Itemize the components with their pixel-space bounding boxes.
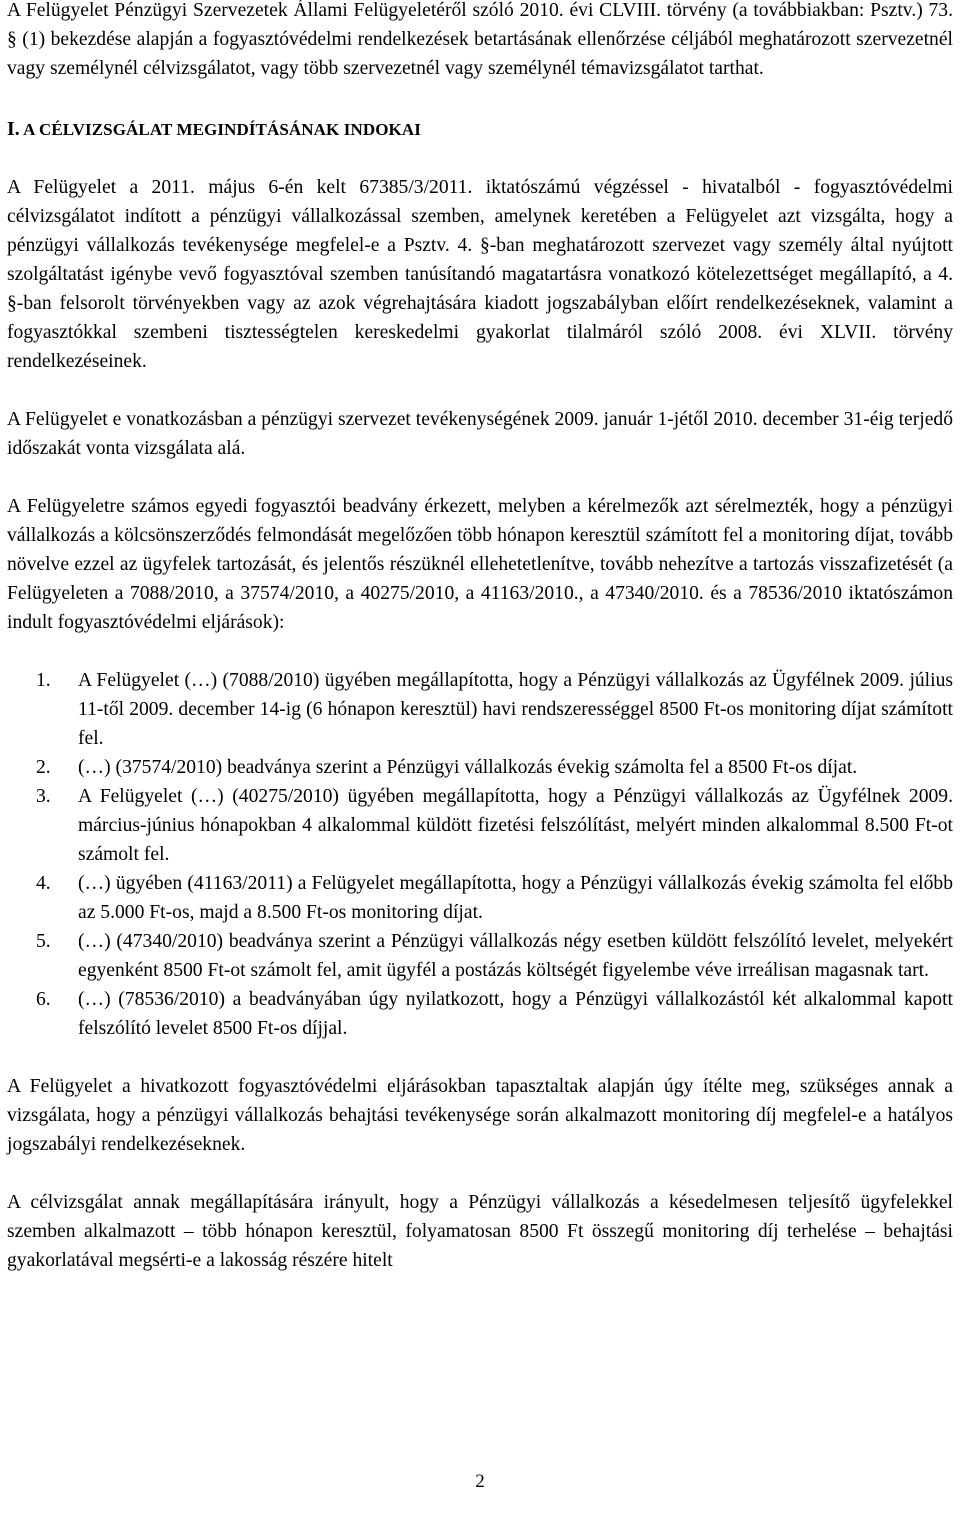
paragraph: A Felügyeletre számos egyedi fogyasztói beadvány érkezett, melyben a kérelmezők azt sérelmezték, hogy a pénzügyi vállalkozás a kölcsönszerződés felmondását megelőzően több hónapon keresztül számított fel a monitoring díjat, tovább növelve ezzel az ügyfelek tartozását, és jelentős részüknél ellehetetlenítve, tovább nehezítve a tartozás visszafizetését (a Felügyeleten a 7088/2010, a 37574/2010, a 40275/2010, a 41163/2010., a 47340/2010. és a 78536/2010 iktatószámon indult fogyasztóvédelmi eljárások): <box>7 496 953 633</box>
list-item-number: 4. <box>36 873 51 894</box>
list-item-number: 2. <box>36 757 51 778</box>
list-item <box>7 869 953 927</box>
list-item <box>7 753 953 782</box>
list-item-text: (…) ügyében (41163/2011) a Felügyelet megállapította, hogy a Pénzügyi vállalkozás évekig számolta fel előbb az 5.000 Ft-os, majd a 8.500 Ft-os monitoring díjat. <box>78 873 953 923</box>
section-title: A CÉLVIZSGÁLAT MEGINDÍTÁSÁNAK INDOKAI <box>23 120 421 139</box>
list-item-number: 5. <box>36 931 51 952</box>
closing-paragraph: A célvizsgálat annak megállapítására irányult, hogy a Pénzügyi vállalkozás a késedelmesen teljesítő ügyfelekkel szemben alkalmazott – több hónapon keresztül, folyamatosan 8500 Ft összegű monitoring díj terhelése – behajtási gyakorlatával megsérti-e a lakosság részére hitelt <box>7 1192 953 1271</box>
paragraph: A Felügyelet e vonatkozásban a pénzügyi szervezet tevékenységének 2009. január 1-jétől 2010. december 31-éig terjedő időszakát vonta vizsgálata alá. <box>7 409 953 459</box>
list-item-number: 1. <box>36 670 51 691</box>
closing-paragraph: A Felügyelet a hivatkozott fogyasztóvédelmi eljárásokban tapasztaltak alapján úgy ítélte meg, szükséges annak a vizsgálata, hogy a pénzügyi vállalkozás behajtási tevékenysége során alkalmazott monitoring díj megfelel-e a hatályos jogszabályi rendelkezéseknek. <box>7 1076 953 1155</box>
list-item <box>7 985 953 1043</box>
page-number: 2 <box>475 1471 485 1492</box>
section-number: I. <box>7 119 20 140</box>
list-item <box>7 927 953 985</box>
list-item-text: A Felügyelet (…) (40275/2010) ügyében megállapította, hogy a Pénzügyi vállalkozás az Ügyfélnek 2009. március-június hónapokban 4 alkalommal küldött fizetési felszólítást, melyért minden alkalommal 8.500 Ft-ot számolt fel. <box>78 786 953 865</box>
list-item-number: 6. <box>36 989 51 1010</box>
list-item <box>7 666 953 753</box>
list-item <box>7 782 953 869</box>
section-heading <box>7 115 953 144</box>
list-item-number: 3. <box>36 786 51 807</box>
list-item-text: (…) (37574/2010) beadványa szerint a Pénzügyi vállalkozás évekig számolta fel a 8500 Ft-os díjat. <box>78 757 858 778</box>
paragraph: A Felügyelet a 2011. május 6-én kelt 67385/3/2011. iktatószámú végzéssel - hivatalból - fogyasztóvédelmi célvizsgálatot indított a pénzügyi vállalkozással szemben, amelynek keretében a Felügyelet azt vizsgálta, hogy a pénzügyi vállalkozás tevékenysége megfelel-e a Psztv. 4. §-ban meghatározott szervezet vagy személy által nyújtott szolgáltatást igénybe vevő fogyasztóval szemben tanúsítandó magatartásra vonatkozó kötelezettséget megállapító, a 4. §-ban felsorolt törvényekben vagy az azok végrehajtására kiadott jogszabályban előírt rendelkezéseknek, valamint a fogyasztókkal szembeni tisztességtelen kereskedelmi gyakorlat tilalmáról szóló 2008. évi XLVII. törvény rendelkezéseinek. <box>7 177 953 372</box>
list-item-text: (…) (47340/2010) beadványa szerint a Pénzügyi vállalkozás négy esetben küldött felszólító levelet, melyekért egyenként 8500 Ft-ot számolt fel, amit ügyfél a postázás költségét figyelembe véve irreálisan magasnak tart. <box>78 931 953 981</box>
findings-list <box>7 666 953 1043</box>
list-item-text: A Felügyelet (…) (7088/2010) ügyében megállapította, hogy a Pénzügyi vállalkozás az Ügyfélnek 2009. július 11-től 2009. december 14-ig (6 hónapon keresztül) havi rendszerességgel 8500 Ft-os monitoring díjat számított fel. <box>78 670 953 749</box>
intro-paragraph: A Felügyelet Pénzügyi Szervezetek Állami Felügyeletéről szóló 2010. évi CLVIII. törvény (a továbbiakban: Psztv.) 73. § (1) bekezdése alapján a fogyasztóvédelmi rendelkezések betartásának ellenőrzése céljából meghatározott szervezetnél vagy személynél célvizsgálatot, vagy több szervezetnél vagy személynél témavizsgálatot tarthat. <box>7 0 953 79</box>
list-item-text: (…) (78536/2010) a beadványában úgy nyilatkozott, hogy a Pénzügyi vállalkozástól két alkalommal kapott felszólító levelet 8500 Ft-os díjjal. <box>78 989 953 1039</box>
